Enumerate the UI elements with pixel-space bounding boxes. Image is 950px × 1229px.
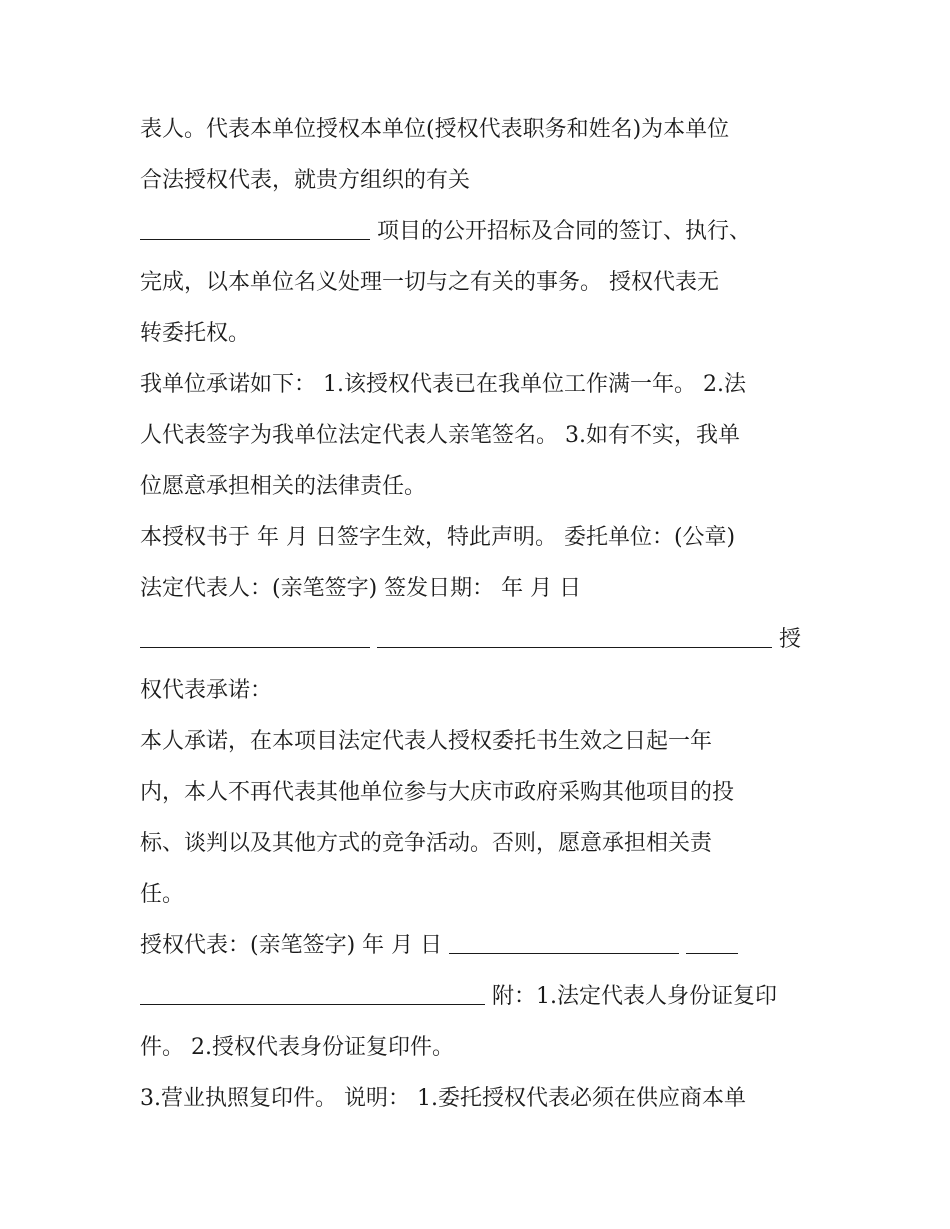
text-segment: 标、谈判以及其他方式的竞争活动。否则，愿意承担相关责 (140, 831, 713, 856)
text-segment: 我单位承诺如下： 1.该授权代表已在我单位工作满一年。 2.法 (140, 372, 746, 397)
text-segment: 附：1.法定代表人身份证复印 (492, 984, 777, 1009)
document-body (140, 104, 820, 1124)
text-segment: 任。 (140, 882, 185, 907)
text-line (140, 665, 820, 716)
text-segment: 位愿意承担相关的法律责任。 (140, 474, 427, 499)
text-line (140, 308, 820, 359)
text-segment: 内，本人不再代表其他单位参与大庆市政府采购其他项目的投 (140, 780, 735, 805)
text-line (140, 155, 820, 206)
text-line (140, 512, 820, 563)
text-segment: 授权代表：(亲笔签字) 年 月 日 (140, 933, 443, 958)
text-line (140, 614, 820, 665)
text-line (140, 818, 820, 869)
text-segment: 法定代表人：(亲笔签字) 签发日期： 年 月 日 (140, 576, 582, 601)
fill-in-blank-signature-2[interactable] (377, 625, 772, 648)
text-segment: 项目的公开招标及合同的签订、执行、 (377, 219, 752, 244)
text-line (140, 104, 820, 155)
text-line (140, 1022, 820, 1073)
text-segment: 转委托权。 (140, 321, 251, 346)
text-line (140, 257, 820, 308)
fill-in-blank-signature-1[interactable] (140, 625, 370, 648)
text-line (140, 869, 820, 920)
text-line (140, 206, 820, 257)
text-line (140, 767, 820, 818)
text-line (140, 1073, 820, 1124)
text-line (140, 920, 820, 971)
text-segment: 合法授权代表，就贵方组织的有关 (140, 168, 471, 193)
text-line (140, 971, 820, 1022)
text-line (140, 563, 820, 614)
fill-in-blank-rep-signature-2[interactable] (686, 931, 738, 954)
text-line (140, 716, 820, 767)
text-segment: 完成，以本单位名义处理一切与之有关的事务。 授权代表无 (140, 270, 719, 295)
text-segment: 授 (779, 627, 802, 652)
text-segment: 本授权书于 年 月 日签字生效，特此声明。 委托单位：(公章) (140, 525, 736, 550)
text-line (140, 359, 820, 410)
text-line (140, 410, 820, 461)
text-line (140, 461, 820, 512)
fill-in-blank-project[interactable] (140, 217, 370, 240)
text-segment: 本人承诺，在本项目法定代表人授权委托书生效之日起一年 (140, 729, 713, 754)
text-segment: 表人。代表本单位授权本单位(授权代表职务和姓名)为本单位 (140, 117, 730, 142)
fill-in-blank-rep-signature-1[interactable] (449, 931, 679, 954)
text-segment: 人代表签字为我单位法定代表人亲笔签名。 3.如有不实，我单 (140, 423, 740, 448)
text-segment: 3.营业执照复印件。 说明： 1.委托授权代表必须在供应商本单 (140, 1086, 746, 1111)
fill-in-blank-rep-signature-3[interactable] (140, 982, 485, 1005)
text-segment: 权代表承诺： (140, 678, 273, 703)
text-segment: 件。 2.授权代表身份证复印件。 (140, 1035, 454, 1060)
